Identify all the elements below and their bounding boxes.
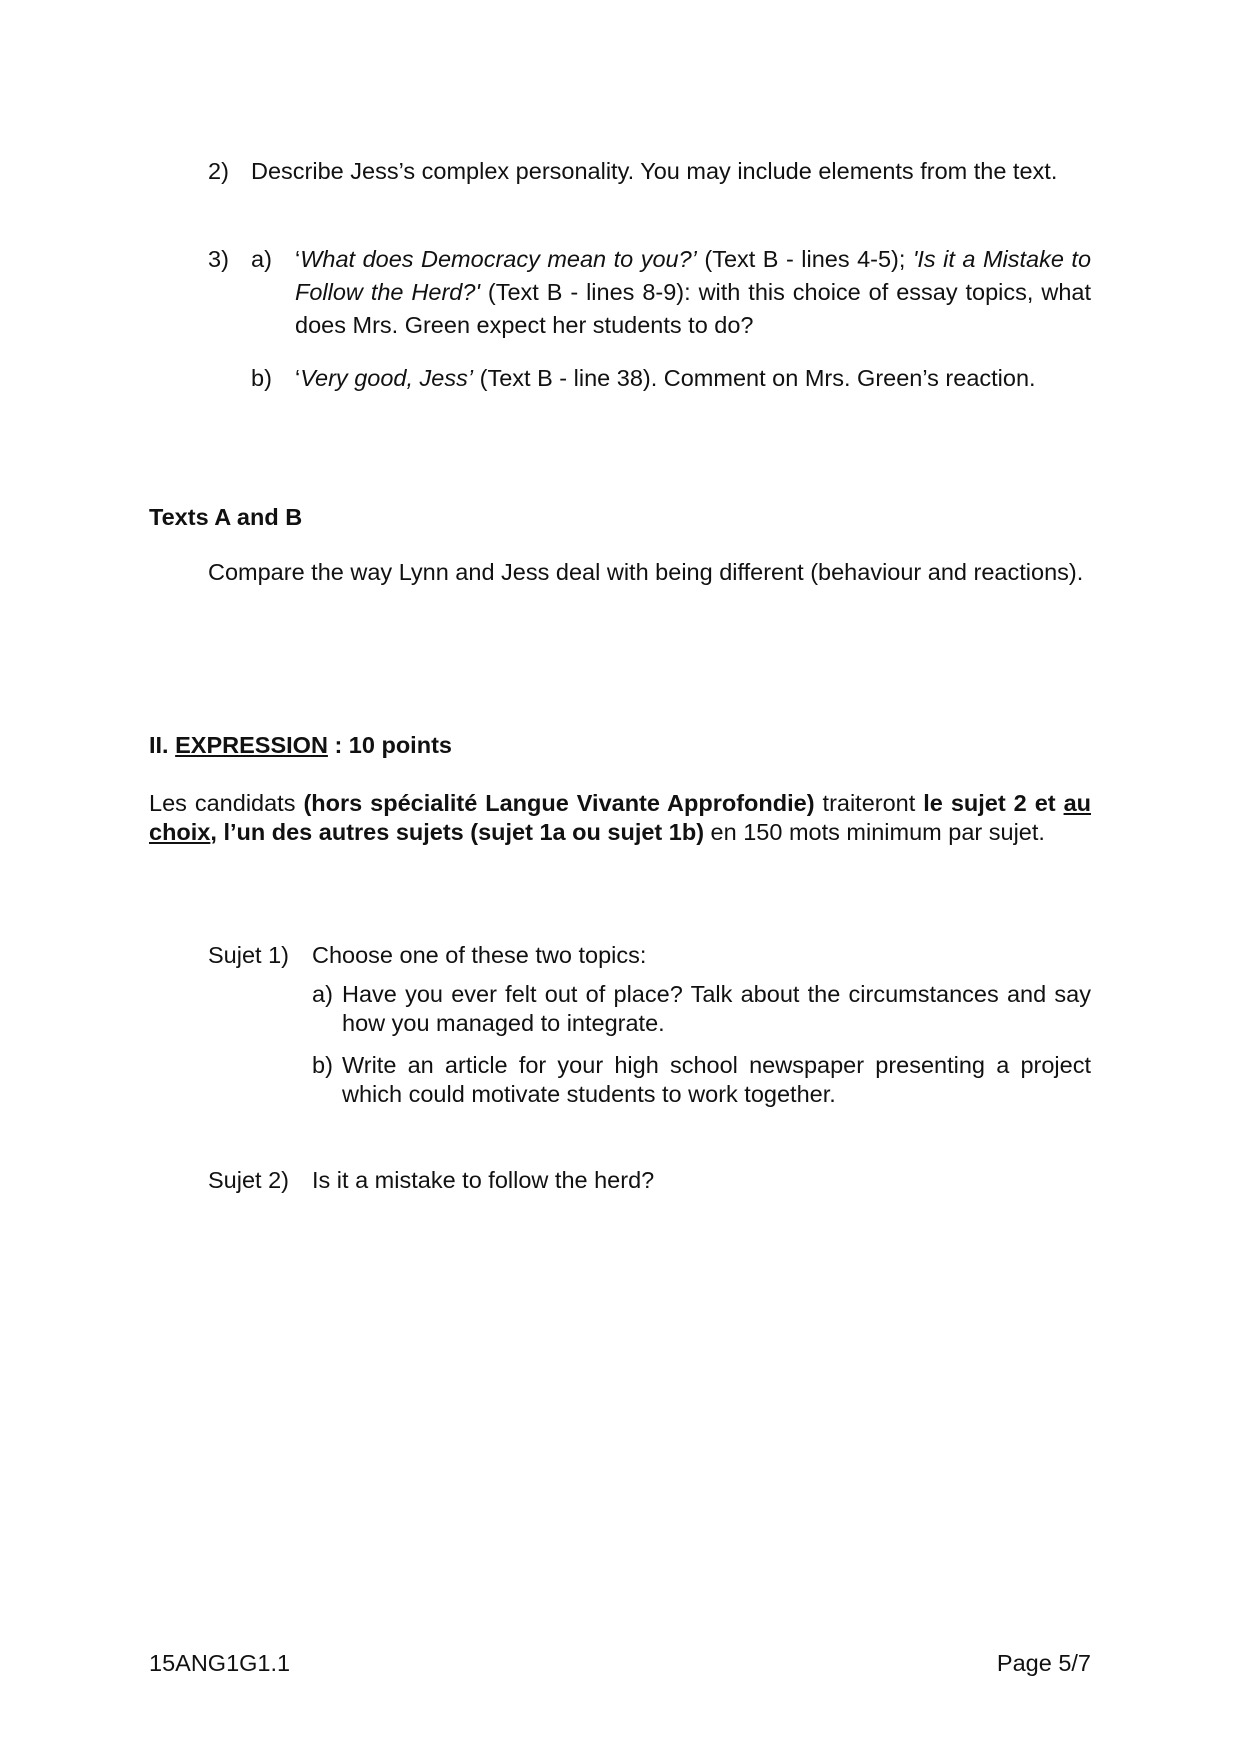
question-3a-letter: a) — [251, 246, 272, 272]
question-3-number: 3) — [208, 246, 229, 272]
expression-instructions — [149, 789, 1091, 847]
question-3a-ref1: (Text B - lines 4-5); — [696, 246, 913, 272]
footer-code: 15ANG1G1.1 — [149, 1650, 291, 1676]
expression-heading-suffix: : 10 points — [327, 732, 452, 758]
question-3b-open-quote: ‘ — [295, 365, 301, 391]
expression-heading-prefix: II. — [149, 732, 176, 758]
expression-heading — [149, 730, 452, 760]
sujet-1b-letter: b) — [312, 1052, 333, 1078]
sujet-2-text: Is it a mistake to follow the herd? — [312, 1167, 655, 1193]
question-3b-letter: b) — [251, 365, 272, 391]
instructions-bold-underlined: au choix — [149, 790, 1091, 845]
question-2-text: Describe Jess’s complex personality. You may include elements from the text. — [251, 158, 1058, 184]
sujet-1a-letter: a) — [312, 981, 333, 1007]
question-3a-ref2: (Text B - lines 8-9): with this choice of essay topics, what does Mrs. Green expect her students to do? — [295, 279, 1092, 338]
question-3b-quote: Very good, Jess’ — [300, 365, 474, 391]
instructions-part1: Les candidats — [149, 790, 304, 816]
sujet-1-text: Choose one of these two topics: — [312, 942, 647, 968]
expression-heading-underlined: EXPRESSION — [175, 732, 328, 758]
sujet-1a-text: Have you ever felt out of place? Talk about the circumstances and say how you managed to integrate. — [342, 981, 1091, 1036]
question-3a-quote2: 'Is it a Mistake to Follow the Herd?' — [295, 246, 1092, 305]
question-3b-text — [295, 362, 1115, 395]
instructions-part3: en 150 mots minimum par sujet. — [704, 819, 1045, 845]
question-3b-rest: (Text B - line 38). Comment on Mrs. Green’s reaction. — [473, 365, 1036, 391]
sujet-1-label: Sujet 1) — [208, 942, 289, 968]
footer-page-number: Page 5/7 — [996, 1650, 1091, 1676]
instructions-bold1: (hors spécialité Langue Vivante Approfondie) — [303, 790, 815, 816]
sujet-2-label: Sujet 2) — [208, 1167, 289, 1193]
instructions-bold3: , l’un des autres sujets (sujet 1a ou sujet 1b) — [210, 819, 705, 845]
texts-ab-question: Compare the way Lynn and Jess deal with being different (behaviour and reactions). — [208, 559, 1084, 585]
question-3a-quote1: What does Democracy mean to you?’ — [300, 246, 697, 272]
instructions-bold2: le sujet 2 et — [923, 790, 1064, 816]
question-3a-text — [295, 243, 1091, 342]
texts-ab-heading: Texts A and B — [149, 504, 303, 530]
instructions-part2: traiteront — [814, 790, 924, 816]
question-2-number: 2) — [208, 158, 229, 184]
question-3a-open-quote: ‘ — [295, 246, 301, 272]
sujet-1b-text: Write an article for your high school newspaper presenting a project which could motivate students to work together. — [342, 1052, 1091, 1107]
